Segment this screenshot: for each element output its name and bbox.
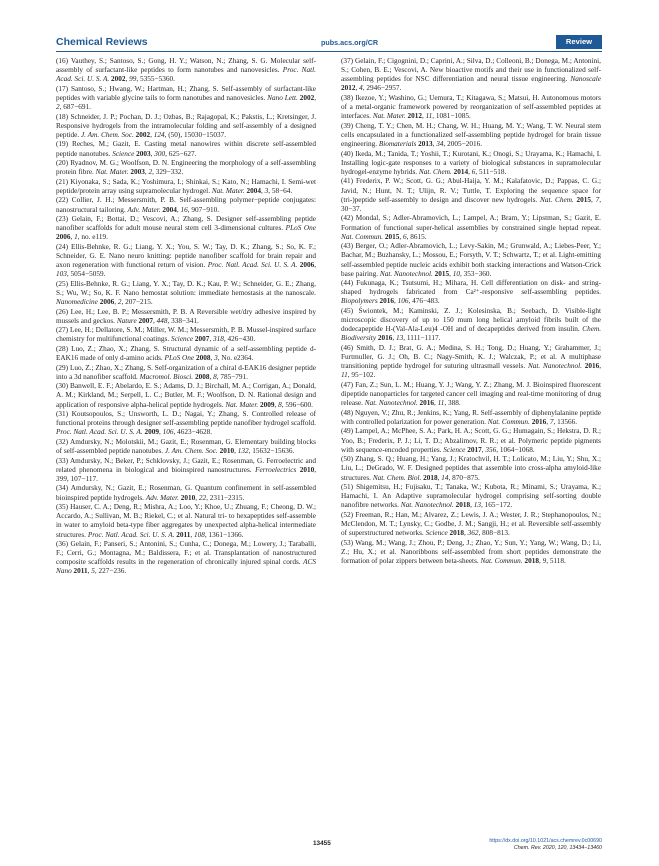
reference-number: (20) bbox=[56, 159, 69, 168]
reference-journal: Nanoscale bbox=[570, 75, 602, 84]
reference-number: (37) bbox=[341, 57, 354, 65]
reference-year: 2018 bbox=[524, 556, 539, 565]
reference-volume: 1 bbox=[74, 233, 78, 242]
reference-pages: 625−627. bbox=[168, 149, 197, 158]
reference-entry: (42) Mondal, S.; Adler-Abramovich, L.; Lampel, A.; Bram, Y.; Lipstman, S.; Gazit, E. Formation of functional super-helical assemblies by constrained single heptad repeat. Nat. Commun. 2015, 6, 8615. bbox=[341, 214, 601, 241]
reference-volume: 2 bbox=[56, 103, 60, 112]
reference-text: Gelain, F.; Cigognini, D.; Caprini, A.; Silva, D.; Colleoni, B.; Donega, M.; Antonini, S.; Cohen, B. E.; Vescovi, A. New bioactive motifs and their use in functionalized self-assembling peptides for NSC differentiation and neural tissue engineering. bbox=[341, 57, 601, 84]
reference-text: Collier, J. H.; Messersmith, P. B. Self-assembling polymer−peptide conjugates: nanostructural tailoring. bbox=[56, 196, 317, 214]
reference-text: Amdursky, N.; Gazit, E.; Rosenman, G. Quantum confinement in self-assembled bioinspired peptide hydrogels. bbox=[56, 484, 316, 502]
reference-journal: Nat. Nanotechnol. bbox=[364, 399, 418, 408]
reference-entry: (46) Smith, D. J.; Brat, G. A.; Medina, S. H.; Tong, D.; Huang, Y.; Grahammer, J.; Furtmuller, G. J.; Oh, B. C.; Nagy-Smith, K. J.; Walczak, P.; et al. A multiphase transitioning peptide hydrogel for suturing ultrasmall vessels. Nat. Nanotechnol. 2016, 11, 95−102. bbox=[341, 343, 602, 380]
reference-volume: 9 bbox=[542, 556, 547, 565]
reference-year: 2008 bbox=[195, 354, 211, 363]
reference-entry: (44) Fukunaga, K.; Tsutsumi, H.; Mihara, H. Cell differentiation on disk- and string-shaped hydrogels fabricated from Ca²⁺-responsive self-assembling peptides. Biopolymers 2016, 106, 476−483. bbox=[341, 279, 602, 306]
reference-journal: Nat. Chem. bbox=[418, 167, 452, 176]
reference-entry: (37) Gelain, F.; Cigognini, D.; Caprini, A.; Silva, D.; Colleoni, B.; Donega, M.; Antonini, S.; Cohen, B. E.; Vescovi, A. New bioactive motifs and their use in functionalized self-assembling peptides for NSC differentiation and neural tissue engineering. Nanoscale 2012, 4, 2946−2957. bbox=[341, 57, 602, 93]
page-number: 13455 bbox=[313, 840, 331, 847]
reference-number: (18) bbox=[56, 112, 69, 121]
reference-pages: 596−600. bbox=[285, 400, 313, 409]
reference-volume: 6 bbox=[471, 167, 476, 176]
reference-pages: No. e2364. bbox=[221, 354, 254, 363]
reference-year: 2002 bbox=[135, 130, 151, 139]
reference-entry: (48) Nguyen, V.; Zhu, R.; Jenkins, K.; Yang, R. Self-assembly of diphenylalanine peptide with controlled polarization for power generation. Nat. Commun. 2016, 7, 13566. bbox=[341, 408, 602, 426]
reference-text: Amdursky, N.; Molotskii, M.; Gazit, E.; Rosenman, G. Elementary building blocks of self-assembled peptide nanotubes. bbox=[56, 437, 316, 456]
reference-entry: (40) Ikeda, M.; Tanida, T.; Yoshii, T.; Kurotani, K.; Onogi, S.; Urayama, K.; Hamachi, I. Installing logic-gate responses to a variety of biological substances in supramolecular hydrogel-enzyme hybrids. Nat. Chem. 2014, 6, 511−518. bbox=[341, 149, 601, 176]
reference-pages: 870−875. bbox=[452, 473, 480, 482]
reference-number: (35) bbox=[56, 503, 69, 512]
reference-year: 2009 bbox=[144, 428, 159, 437]
reference-entry: (17) Santoso, S.; Hwang, W.; Hartman, H.; Zhang, S. Self-assembly of surfactant-like peptides with variable glycine tails to form nanotubes and nanovesicles. Nano Lett. 2002, 2, 687−691. bbox=[56, 84, 316, 112]
reference-pages: 95−102. bbox=[351, 371, 376, 380]
reference-number: (17) bbox=[56, 84, 69, 93]
reference-number: (39) bbox=[341, 121, 354, 130]
reference-number: (22) bbox=[56, 196, 69, 205]
reference-pages: 808−813. bbox=[482, 529, 510, 538]
reference-journal: PLoS One bbox=[164, 354, 195, 363]
reference-pages: 388. bbox=[448, 399, 461, 408]
reference-number: (23) bbox=[56, 215, 69, 224]
reference-entry: (32) Amdursky, N.; Molotskii, M.; Gazit, E.; Rosenman, G. Elementary building blocks of self-assembled peptide nanotubes. J. Am. Chem. Soc. 2010, 132, 15632−15636. bbox=[56, 437, 316, 456]
reference-entry: (21) Kiyonaka, S.; Sada, K.; Yoshimura, I.; Shinkai, S.; Kato, N.; Hamachi, I. Semi-wet peptide/protein array using supramolecular hydrogel. Nat. Mater. 2004, 3, 58−64. bbox=[56, 177, 316, 195]
reference-pages: 907−910. bbox=[191, 205, 220, 214]
reference-journal: Proc. Natl. Acad. Sci. U. S. A. bbox=[87, 530, 175, 539]
reference-journal: Proc. Natl. Acad. Sci. U. S. A. bbox=[56, 428, 143, 437]
reference-year: 2002 bbox=[299, 93, 315, 102]
reference-year: 2009 bbox=[259, 400, 275, 409]
journal-citation: Chem. Rev. 2020, 120, 13434−13460 bbox=[513, 845, 602, 851]
reference-year: 2011 bbox=[73, 567, 88, 576]
reference-entry: (20) Ryadnov, M. G.; Woolfson, D. N. Engineering the morphology of a self-assembling protein fibre. Nat. Mater. 2003, 2, 329−332. bbox=[56, 159, 316, 177]
reference-volume: 14 bbox=[441, 473, 449, 482]
reference-pages: 5355−5360. bbox=[140, 75, 175, 84]
reference-year: 2016 bbox=[584, 362, 600, 371]
reference-year: 2003 bbox=[136, 149, 151, 158]
reference-year: 2012 bbox=[407, 112, 422, 121]
reference-journal: Nano Lett. bbox=[267, 93, 298, 102]
reference-entry: (18) Schneider, J. P.; Pochan, D. J.; Ozbas, B.; Rajagopal, K.; Pakstis, L.; Kretsinger, J. Responsive hydrogels from the intramolecular folding and self-assembly of a designed peptide. J. Am. Chem. Soc. 2002, 124, (50), 15030−15037. bbox=[56, 112, 317, 139]
reference-entry: (30) Banwell, E. F.; Abelardo, E. S.; Adams, D. J.; Birchall, M. A.; Corrigan, A.; Donald, A. M.; Kirkland, M.; Serpell, L. C.; Butler, M. F.; Woolfson, D. N. Rational design and application of responsive alpha-helical peptide hydrogels. Nat. Mater. 2009, 8, 596−600. bbox=[56, 382, 316, 409]
reference-text: Smith, D. J.; Brat, G. A.; Medina, S. H.; Tong, D.; Huang, Y.; Grahammer, J.; Furtmuller, G. J.; Oh, B. C.; Nagy-Smith, K. J.; Walczak, P.; et al. A multiphase transitioning peptide hydrogel for suturing ultrasmall vessels. bbox=[341, 343, 602, 371]
reference-pages: 30−37. bbox=[341, 204, 362, 213]
reference-journal: Nat. Mater. bbox=[211, 186, 245, 195]
reference-volume: 11 bbox=[341, 371, 348, 380]
references-right-column bbox=[341, 57, 601, 857]
reference-number: (34) bbox=[56, 484, 69, 493]
reference-text: Świontek, M.; Kaminski, Z. J.; Kolesinska, B.; Seebach, D. Visible-light microscopic discovery of up to 150 mum long helical amyloid fibrils built of the dodecapeptide H-(Val-Ala-Leu)4 -OH and of decapeptides derived from insulin. bbox=[341, 306, 601, 334]
reference-journal: Biopolymers bbox=[341, 297, 378, 306]
reference-pages: 511−518. bbox=[478, 167, 507, 176]
reference-year: 2010 bbox=[180, 493, 196, 502]
reference-journal: Nanomedicine bbox=[56, 298, 98, 307]
reference-text: Schneider, J. P.; Pochan, D. J.; Ozbas, B.; Rajagopal, K.; Pakstis, L.; Kretsinger, J. Responsive hydrogels from the intramolecular folding and self-assembly of a designed peptide. bbox=[56, 112, 317, 139]
reference-journal: PLoS One bbox=[285, 224, 316, 233]
reference-text: Ikezoe, Y.; Washino, G.; Uemura, T.; Kitagawa, S.; Matsui, H. Autonomous motors of a metal-organic framework powered by reorganization of self-assembled peptides at interfaces. bbox=[341, 93, 601, 121]
reference-volume: 5 bbox=[91, 567, 95, 576]
reference-journal: J. Am. Chem. Soc. bbox=[80, 130, 134, 139]
reference-journal: Adv. Mater. bbox=[127, 205, 161, 214]
reference-entry: (28) Luo, Z.; Zhao, X.; Zhang, S. Structural dynamic of a self-assembling peptide d-EAK16 made of only d-amino acids. PLoS One 2008, 3, No. e2364. bbox=[56, 344, 317, 363]
reference-volume: 8 bbox=[213, 372, 217, 381]
reference-journal: Science bbox=[112, 149, 135, 158]
reference-year: 2016 bbox=[531, 417, 547, 426]
reference-year: 2016 bbox=[379, 297, 394, 306]
reference-journal: Nat. Nanotechnol. bbox=[527, 362, 582, 371]
reference-number: (45) bbox=[341, 306, 354, 315]
reference-number: (46) bbox=[341, 343, 354, 352]
reference-text: Ellis-Behnke, R. G.; Liang, Y. X.; You, S. W.; Tay, D. K.; Zhang, S.; So, K. F.; Schneider, G. E. Nano neuro knitting: peptide nanofiber scaffold for brain repair and axon regeneration with functional return of vision. bbox=[56, 242, 317, 270]
journal-name: Chemical Reviews bbox=[56, 36, 148, 48]
reference-number: (44) bbox=[341, 279, 354, 288]
reference-entry: (53) Wang, M.; Wang, J.; Zhou, P.; Deng, J.; Zhao, Y.; Sun, Y.; Yang, W.; Wang, D.; Li, Z.; Hu, X.; et al. Nanoribbons self-assembled from short peptides demonstrate the formation of polar zippers between beta-sheets. Nat. Commun. 2018, 9, 5118. bbox=[341, 538, 602, 565]
reference-year: 2018 bbox=[449, 529, 465, 538]
reference-year: 2006 bbox=[99, 298, 115, 307]
reference-year: 2018 bbox=[455, 501, 471, 510]
reference-pages: 426−430. bbox=[227, 335, 256, 344]
reference-year: 2003 bbox=[130, 168, 145, 177]
reference-volume: 124 bbox=[153, 130, 165, 139]
reference-year: 2002 bbox=[111, 75, 126, 84]
reference-journal: Chem. Biodiversity bbox=[341, 325, 602, 343]
reference-year: 2015 bbox=[384, 232, 400, 241]
reference-year: 2011 bbox=[176, 530, 191, 539]
reference-number: (36) bbox=[56, 540, 69, 548]
doi-link[interactable]: https://dx.doi.org/10.1021/acs.chemrev.0c00690 bbox=[489, 838, 602, 844]
reference-journal: Science bbox=[443, 445, 466, 454]
reference-text: Koutsopoulos, S.; Unsworth, L. D.; Nagai, Y.; Zhang, S. Controlled release of functional proteins through designer self-assembling peptide nanofiber hydrogel scaffold. bbox=[56, 410, 317, 428]
reference-text: Ellis-Behnke, R. G.; Liang, Y. X.; Tay, D. K.; Kau, P. W.; Schneider, G. E.; Zhang, S.; Wu, W.; So, K. F. Nano hemostat solution: immediate hemostasis at the nanoscale. bbox=[56, 279, 316, 297]
reference-volume: 4 bbox=[359, 84, 363, 93]
reference-pages: 476−483. bbox=[412, 297, 440, 306]
reference-text: Gelain, F.; Bottai, D.; Vescovi, A.; Zhang, S. Designer self-assembling peptide nanofiber scaffolds for adult mouse neural stem cell 3-dimensional cultures. bbox=[56, 215, 316, 233]
reference-pages: 207−215. bbox=[125, 298, 153, 307]
reference-volume: 106 bbox=[397, 297, 409, 306]
reference-text: Nguyen, V.; Zhu, R.; Jenkins, K.; Yang, R. Self-assembly of diphenylalanine peptide with controlled polarization for power generation. bbox=[341, 408, 602, 426]
reference-pages: 329−332. bbox=[155, 168, 184, 177]
reference-number: (50) bbox=[341, 455, 354, 464]
reference-pages: (50), 15030−15037. bbox=[168, 130, 227, 139]
reference-entry: (43) Berger, O.; Adler-Abramovich, L.; Levy-Sakin, M.; Grunwald, A.; Liebes-Peer, Y.; Bachar, M.; Buzhansky, L.; Mossou, E.; Forsyth, V. T.; Schwartz, T.; et al. Light-emitting self-assembled peptide nucleic acids exhibit both stacking interactions and Watson-Crick base pairing. Nat. Nanotechnol. 2015, 10, 353−360. bbox=[341, 242, 602, 278]
reference-entry: (31) Koutsopoulos, S.; Unsworth, L. D.; Nagai, Y.; Zhang, S. Controlled release of functional proteins through designer self-assembling peptide nanofiber hydrogel scaffold. Proc. Natl. Acad. Sci. U. S. A. 2009, 106, 4623−4628. bbox=[56, 410, 317, 437]
reference-text: Zhang, S. Q.; Huang, H.; Yang, J.; Kratochvil, H. T.; Lolicato, M.; Liu, Y.; Shu, X.; Liu, L.; DeGrado, W. F. Designed peptides that assemble into cross-alpha amyloid-like structures. bbox=[341, 455, 601, 482]
reference-volume: 318 bbox=[213, 335, 224, 344]
reference-journal: Nat. Commun. bbox=[487, 417, 530, 426]
reference-entry: (23) Gelain, F.; Bottai, D.; Vescovi, A.; Zhang, S. Designer self-assembling peptide nanofiber scaffolds for adult mouse neural stem cell 3-dimensional cultures. PLoS One 2006, 1, no. e119. bbox=[56, 215, 316, 242]
reference-text: Banwell, E. F.; Abelardo, E. S.; Adams, D. J.; Birchall, M. A.; Corrigan, A.; Donald, A. M.; Kirkland, M.; Serpell, L. C.; Butler, M. F.; Woolfson, D. N. Rational design and application of responsive alpha-helical peptide hydrogels. bbox=[56, 382, 316, 409]
reference-text: Lampel, A.; McPhee, S. A.; Park, H. A.; Scott, G. G.; Humagain, S.; Hekstra, D. R.; Yoo, B.; Frederix, P. J.; Li, T. D.; Abzalimov, R. R.; et al. Polymeric peptide pigments with sequence-encoded properties. bbox=[341, 427, 602, 454]
reference-year: 2016 bbox=[377, 334, 393, 343]
reference-entry: (47) Fan, Z.; Sun, L. M.; Huang, Y. J.; Wang, Y. Z.; Zhang, M. J. Bioinspired fluorescent dipeptide nanoparticles for targeted cancer cell imaging and real-time monitoring of drug release. Nat. Nanotechnol. 2016, 11, 388. bbox=[341, 380, 601, 408]
reference-pages: no. e119. bbox=[81, 233, 108, 242]
reference-text: Luo, Z.; Zhao, X.; Zhang, S. Self-organization of a chiral d-EAK16 designer peptide into a 3d nanofiber scaffold. bbox=[56, 363, 316, 381]
reference-journal: Nat. Nanotechnol. bbox=[400, 501, 454, 510]
reference-entry: (41) Frederix, P. W.; Scott, G. G.; Abul-Haija, Y. M.; Kalafatovic, D.; Pappas, C. G.; Javid, N.; Hunt, N. T.; Ulijn, R. V.; Tuttle, T. Exploring the sequence space for (tri-)peptide self-assembly to design and discover new hydrogels. Nat. Chem. 2015, 7, 30−37. bbox=[341, 177, 601, 213]
reference-volume: 448 bbox=[156, 316, 168, 325]
reference-number: (31) bbox=[56, 410, 69, 419]
reference-year: 2010 bbox=[219, 447, 235, 456]
reference-pages: 1081−1085. bbox=[435, 112, 471, 121]
reference-pages: 687−691. bbox=[63, 103, 91, 112]
reference-number: (51) bbox=[341, 483, 354, 491]
reference-text: Amdursky, N.; Beker, P.; Schklovsky, J.; Gazit, E.; Rosenman, G. Ferroelectric and related phenomena in biological and bioinspired nanostructures. bbox=[56, 456, 316, 474]
reference-journal: Nat. Mater. bbox=[372, 112, 406, 121]
reference-text: Vauthey, S.; Santoso, S.; Gong, H. Y.; Watson, N.; Zhang, S. G. Molecular self-assembly of surfactant-like peptides to form nanotubes and nanovesicles. bbox=[56, 57, 316, 75]
header-divider bbox=[56, 51, 602, 52]
reference-pages: 4623−4628. bbox=[177, 428, 213, 437]
references-left-column bbox=[56, 57, 316, 857]
reference-volume: 108 bbox=[194, 530, 205, 539]
reference-text: Ikeda, M.; Tanida, T.; Yoshii, T.; Kurotani, K.; Onogi, S.; Urayama, K.; Hamachi, I. Installing logic-gate responses to a variety of biological substances in supramolecular hydrogel-enzyme hybrids. bbox=[341, 149, 601, 176]
reference-number: (53) bbox=[341, 538, 354, 547]
journal-url-link[interactable]: pubs.acs.org/CR bbox=[321, 38, 379, 47]
reference-volume: 99 bbox=[129, 75, 137, 84]
reference-text: Fukunaga, K.; Tsutsumi, H.; Mihara, H. Cell differentiation on disk- and string-shaped hydrogels fabricated from Ca²⁺-responsive self-assembling peptides. bbox=[341, 279, 602, 297]
reference-volume: 22 bbox=[198, 493, 207, 502]
reference-journal: Biomaterials bbox=[378, 140, 417, 149]
reference-journal: Nat. Mater. bbox=[95, 168, 129, 177]
reference-text: Gelain, F.; Panseri, S.; Antonini, S.; Cunha, C.; Donega, M.; Lowery, J.; Taraballi, F.; Cerri, G.; Montagna, M.; Baldissera, F.; et al. Transplantation of nanostructured composite scaffolds results in the regeneration of chronically injured spinal cords. bbox=[56, 540, 317, 567]
reference-volume: 16 bbox=[180, 205, 188, 214]
reference-text: Fan, Z.; Sun, L. M.; Huang, Y. J.; Wang, Y. Z.; Zhang, M. J. Bioinspired fluorescent dipeptide nanoparticles for targeted cancer cell imaging and real-time monitoring of drug release. bbox=[341, 380, 601, 408]
reference-text: Berger, O.; Adler-Abramovich, L.; Levy-Sakin, M.; Grunwald, A.; Liebes-Peer, Y.; Bachar, M.; Buzhansky, L.; Mossou, E.; Forsyth, V. T.; Schwartz, T.; et al. Light-emitting self-assembled peptide nucleic acids exhibit both stacking interactions and Watson-Crick base pairing. bbox=[341, 242, 602, 278]
reference-entry: (25) Ellis-Behnke, R. G.; Liang, Y. X.; Tay, D. K.; Kau, P. W.; Schneider, G. E.; Zhang, S.; Wu, W.; So, K. F. Nano hemostat solution: immediate hemostasis at the nanoscale. Nanomedicine 2006, 2, 207−215. bbox=[56, 279, 316, 307]
reference-year: 2016 bbox=[419, 399, 435, 408]
reference-entry: (36) Gelain, F.; Panseri, S.; Antonini, S.; Cunha, C.; Donega, M.; Lowery, J.; Taraballi, F.; Cerri, G.; Montagna, M.; Baldissera, F.; et al. Transplantation of nanostructured composite scaffolds results in the regeneration of chronically injured spinal cords. ACS Nano 2011, 5, 227−236. bbox=[56, 540, 317, 576]
reference-year: 2018 bbox=[423, 473, 438, 482]
reference-text: Cheng, T. Y.; Chen, M. H.; Chang, W. H.; Huang, M. Y.; Wang, T. W. Neural stem cells encapsulated in a functionalized self-assembling peptide hydrogel for brain tissue engineering. bbox=[341, 121, 602, 149]
reference-pages: 1064−1068. bbox=[499, 445, 535, 454]
reference-volume: 34 bbox=[436, 140, 444, 149]
reference-text: Hauser, C. A.; Deng, R.; Mishra, A.; Loo, Y.; Khoe, U.; Zhuang, F.; Cheong, D. W.; Accardo, A.; Sullivan, M. B.; Riekel, C.; et al. Natural tri- to hexapeptides self-assemble in water to amyloid beta-type fiber aggregates by unexpected alpha-helical intermediate structures. bbox=[56, 503, 317, 539]
reference-entry: (24) Ellis-Behnke, R. G.; Liang, Y. X.; You, S. W.; Tay, D. K.; Zhang, S.; So, K. F.; Schneider, G. E. Nano neuro knitting: peptide nanofiber scaffold for brain repair and axon regeneration with functional return of vision. Proc. Natl. Acad. Sci. U. S. A. 2006, 103, 5054−5059. bbox=[56, 242, 317, 279]
reference-text: Frederix, P. W.; Scott, G. G.; Abul-Haija, Y. M.; Kalafatovic, D.; Pappas, C. G.; Javid, N.; Hunt, N. T.; Ulijn, R. V.; Tuttle, T. Exploring the sequence space for (tri-)peptide self-assembly to design and discover new hydrogels. bbox=[341, 177, 601, 204]
reference-volume: 13 bbox=[473, 501, 481, 510]
reference-entry: (19) Reches, M.; Gazit, E. Casting metal nanowires within discrete self-assembled peptide nanotubes. Science 2003, 300, 625−627. bbox=[56, 140, 317, 158]
reference-entry: (22) Collier, J. H.; Messersmith, P. B. Self-assembling polymer−peptide conjugates: nanostructural tailoring. Adv. Mater. 2004, 16, 907−910. bbox=[56, 196, 317, 214]
reference-journal: Macromol. Biosci. bbox=[139, 372, 194, 381]
reference-entry: (34) Amdursky, N.; Gazit, E.; Rosenman, G. Quantum confinement in self-assembled bioinspired peptide hydrogels. Adv. Mater. 2010, 22, 2311−2315. bbox=[56, 484, 316, 502]
reference-text: Reches, M.; Gazit, E. Casting metal nanowires within discrete self-assembled peptide nanotubes. bbox=[56, 140, 317, 158]
reference-text: Lee, H.; Dellatore, S. M.; Miller, W. M.; Messersmith, P. B. Mussel-inspired surface chemistry for multifunctional coatings. bbox=[56, 326, 317, 344]
reference-number: (26) bbox=[56, 307, 69, 316]
reference-volume: 2 bbox=[117, 298, 122, 307]
reference-pages: 2946−2957. bbox=[366, 84, 402, 93]
reference-pages: 5118. bbox=[549, 556, 566, 565]
reference-year: 2017 bbox=[467, 445, 482, 454]
reference-volume: 3 bbox=[214, 354, 218, 363]
reference-number: (38) bbox=[341, 93, 354, 102]
reference-text: Luo, Z.; Zhao, X.; Zhang, S. Structural dynamic of a self-assembling peptide d-EAK16 made of only d-amino acids. bbox=[56, 344, 317, 363]
reference-year: 2015 bbox=[434, 269, 450, 278]
reference-entry: (39) Cheng, T. Y.; Chen, M. H.; Chang, W. H.; Huang, M. Y.; Wang, T. W. Neural stem cells encapsulated in a functionalized self-assembling peptide hydrogel for brain tissue engineering. Biomaterials 2013, 34, 2005−2016. bbox=[341, 121, 602, 149]
reference-entry: (33) Amdursky, N.; Beker, P.; Schklovsky, J.; Gazit, E.; Rosenman, G. Ferroelectric and related phenomena in biological and bioinspired nanostructures. Ferroelectrics 2010, 399, 107−117. bbox=[56, 456, 317, 483]
reference-journal: Nat. Nanotechnol. bbox=[379, 269, 433, 278]
reference-volume: 11 bbox=[425, 112, 433, 121]
reference-volume: 132 bbox=[237, 447, 249, 456]
reference-year: 2012 bbox=[341, 84, 356, 93]
reference-entry: (29) Luo, Z.; Zhao, X.; Zhang, S. Self-organization of a chiral d-EAK16 designer peptide into a 3d nanofiber scaffold. Macromol. Biosci. 2008, 8, 785−791. bbox=[56, 363, 316, 381]
reference-pages: 227−236. bbox=[98, 567, 127, 576]
reference-pages: 2311−2315. bbox=[209, 493, 245, 502]
reference-number: (19) bbox=[56, 140, 69, 149]
reference-journal: Nature bbox=[116, 316, 137, 325]
reference-journal: ACS Nano bbox=[56, 558, 317, 576]
reference-number: (27) bbox=[56, 326, 69, 335]
reference-year: 2007 bbox=[194, 335, 210, 344]
reference-journal: Nat. Chem. bbox=[539, 195, 574, 204]
reference-pages: 785−791. bbox=[220, 372, 248, 381]
reference-number: (32) bbox=[56, 437, 69, 446]
reference-journal: Science bbox=[425, 529, 448, 538]
reference-journal: Nat. Mater. bbox=[225, 400, 259, 409]
reference-volume: 7 bbox=[549, 417, 554, 426]
reference-number: (25) bbox=[56, 279, 69, 288]
reference-pages: 13566. bbox=[557, 417, 577, 426]
reference-year: 2013 bbox=[418, 140, 433, 149]
reference-number: (43) bbox=[341, 242, 354, 251]
reference-volume: 103 bbox=[56, 270, 67, 279]
reference-number: (24) bbox=[56, 242, 69, 251]
reference-number: (42) bbox=[341, 214, 354, 223]
reference-year: 2014 bbox=[453, 167, 469, 176]
reference-volume: 8 bbox=[278, 400, 282, 409]
reference-number: (21) bbox=[56, 177, 69, 186]
reference-volume: 10 bbox=[452, 269, 461, 278]
reference-number: (47) bbox=[341, 380, 354, 389]
reference-year: 2004 bbox=[246, 186, 261, 195]
reference-volume: 11 bbox=[437, 399, 445, 408]
reference-text: Mondal, S.; Adler-Abramovich, L.; Lampel, A.; Bram, Y.; Lipstman, S.; Gazit, E. Formation of functional super-helical assemblies by constrained single heptad repeat. bbox=[341, 214, 601, 232]
reference-journal: Science bbox=[170, 335, 194, 344]
reference-text: Ryadnov, M. G.; Woolfson, D. N. Engineering the morphology of a self-assembling protein fibre. bbox=[56, 159, 316, 177]
reference-pages: 338−341. bbox=[171, 316, 199, 325]
page-header bbox=[0, 0, 659, 52]
reference-entry: (38) Ikezoe, Y.; Washino, G.; Uemura, T.; Kitagawa, S.; Matsui, H. Autonomous motors of a metal-organic framework powered by reorganization of self-assembled peptides at interfaces. Nat. Mater. 2012, 11, 1081−1085. bbox=[341, 93, 601, 121]
reference-pages: 15632−15636. bbox=[252, 447, 295, 456]
reference-year: 2006 bbox=[56, 233, 71, 242]
reference-entry: (50) Zhang, S. Q.; Huang, H.; Yang, J.; Kratochvil, H. T.; Lolicato, M.; Liu, Y.; Shu, X.; Liu, L.; DeGrado, W. F. Designed peptides that assemble into cross-alpha amyloid-like structures. Nat. Chem. Biol. 2018, 14, 870−875. bbox=[341, 455, 601, 482]
reference-number: (28) bbox=[56, 344, 69, 353]
reference-pages: 107−117. bbox=[70, 474, 98, 483]
reference-volume: 3 bbox=[264, 186, 269, 195]
reference-journal: Nat. Commun. bbox=[480, 556, 523, 565]
reference-volume: 6 bbox=[403, 232, 407, 241]
reference-year: 2010 bbox=[299, 465, 315, 474]
reference-pages: 1111−1117. bbox=[406, 334, 441, 343]
reference-text: Wang, M.; Wang, J.; Zhou, P.; Deng, J.; Zhao, Y.; Sun, Y.; Yang, W.; Wang, D.; Li, Z.; Hu, X.; et al. Nanoribbons self-assembled from short peptides demonstrate the formation of polar zippers between beta-sheets. bbox=[341, 538, 602, 565]
reference-entry: (51) Shigemitsu, H.; Fujisaku, T.; Tanaka, W.; Kubota, R.; Minami, S.; Urayama, K.; Hamachi, I. An Adaptive supramolecular hydrogel comprising self-sorting double nanofibre networks. Nat. Nanotechnol. 2018, 13, 165−172. bbox=[341, 483, 601, 510]
reference-entry: (35) Hauser, C. A.; Deng, R.; Mishra, A.; Loo, Y.; Khoe, U.; Zhuang, F.; Cheong, D. W.; Accardo, A.; Sullivan, M. B.; Riekel, C.; et al. Natural tri- to hexapeptides self-assemble in water to amyloid beta-type fiber aggregates by unexpected alpha-helical intermediate structures. Proc. Natl. Acad. Sci. U. S. A. 2011, 108, 1361−1366. bbox=[56, 503, 317, 539]
reference-number: (29) bbox=[56, 363, 69, 372]
reference-year: 2008 bbox=[194, 372, 210, 381]
reference-number: (52) bbox=[341, 510, 354, 519]
reference-journal: Proc. Natl. Acad. Sci. U. S. A. bbox=[207, 261, 298, 270]
reference-pages: 165−172. bbox=[484, 501, 513, 510]
reference-pages: 2005−2016. bbox=[447, 140, 483, 149]
reference-pages: 5054−5059. bbox=[70, 270, 106, 279]
reference-year: 2015 bbox=[576, 195, 591, 204]
reference-entry: (49) Lampel, A.; McPhee, S. A.; Park, H. A.; Scott, G. G.; Humagain, S.; Hekstra, D. R.; Yoo, B.; Frederix, P. J.; Li, T. D.; Abzalimov, R. R.; et al. Polymeric peptide pigments with sequence-encoded properties. Science 2017, 356, 1064−1068. bbox=[341, 427, 602, 454]
reference-journal: Nat. Commun. bbox=[341, 232, 384, 241]
reference-volume: 13 bbox=[395, 334, 404, 343]
reference-journal: Nat. Chem. Biol. bbox=[372, 473, 422, 482]
reference-number: (49) bbox=[341, 427, 354, 436]
reference-text: Kiyonaka, S.; Sada, K.; Yoshimura, I.; Shinkai, S.; Kato, N.; Hamachi, I. Semi-wet peptide/protein array using supramolecular hydrogel. bbox=[56, 177, 316, 195]
reference-entry: (52) Freeman, R.; Han, M.; Alvarez, Z.; Lewis, J. A.; Wester, J. R.; Stephanopoulos, N.; McClendon, M. T.; Lynsky, C.; Godbe, J. M.; Sangji, H.; et al. Reversible self-assembly of superstructured networks. Science 2018, 362, 808−813. bbox=[341, 510, 601, 538]
reference-entry: (27) Lee, H.; Dellatore, S. M.; Miller, W. M.; Messersmith, P. B. Mussel-inspired surface chemistry for multifunctional coatings. Science 2007, 318, 426−430. bbox=[56, 326, 317, 344]
reference-volume: 356 bbox=[485, 445, 497, 454]
reference-text: Shigemitsu, H.; Fujisaku, T.; Tanaka, W.; Kubota, R.; Minami, S.; Urayama, K.; Hamachi, I. An Adaptive supramolecular hydrogel comprising self-sorting double nanofibre networks. bbox=[341, 483, 601, 510]
reference-text: Freeman, R.; Han, M.; Alvarez, Z.; Lewis, J. A.; Wester, J. R.; Stephanopoulos, N.; McClendon, M. T.; Lynsky, C.; Godbe, J. M.; Sangji, H.; et al. Reversible self-assembly of superstructured networks. bbox=[341, 510, 601, 538]
reference-pages: 58−64. bbox=[271, 186, 293, 195]
reference-year: 2004 bbox=[162, 205, 177, 214]
footer-citation-block bbox=[489, 838, 602, 852]
reference-year: 2006 bbox=[299, 261, 315, 270]
reference-volume: 7 bbox=[595, 195, 600, 204]
reference-volume: 300 bbox=[154, 149, 166, 158]
article-type-badge: Review bbox=[556, 35, 602, 49]
reference-journal: Proc. Natl. Acad. Sci. U. S. A. bbox=[56, 66, 316, 84]
reference-entry: (16) Vauthey, S.; Santoso, S.; Gong, H. Y.; Watson, N.; Zhang, S. G. Molecular self-assembly of surfactant-like peptides to form nanotubes and nanovesicles. Proc. Natl. Acad. Sci. U. S. A. 2002, 99, 5355−5360. bbox=[56, 57, 316, 84]
reference-text: Lee, H.; Lee, B. P.; Messersmith, P. B. A Reversible wet/dry adhesive inspired by mussels and geckos. bbox=[56, 307, 317, 325]
reference-volume: 362 bbox=[467, 529, 479, 538]
reference-number: (30) bbox=[56, 382, 69, 391]
reference-journal: J. Am. Chem. Soc. bbox=[164, 447, 218, 456]
reference-number: (41) bbox=[341, 177, 354, 186]
reference-journal: Ferroelectrics bbox=[255, 465, 297, 474]
reference-volume: 2 bbox=[148, 168, 153, 177]
reference-pages: 1361−1366. bbox=[208, 530, 244, 539]
reference-year: 2007 bbox=[138, 316, 153, 325]
reference-text: Santoso, S.; Hwang, W.; Hartman, H.; Zhang, S. Self-assembly of surfactant-like peptides with variable glycine tails to form nanotubes and nanovesicles. bbox=[56, 84, 316, 102]
reference-pages: 8615. bbox=[410, 232, 427, 241]
reference-volume: 106 bbox=[162, 428, 174, 437]
reference-journal: Adv. Mater. bbox=[145, 493, 179, 502]
reference-number: (40) bbox=[341, 149, 354, 158]
reference-entry: (26) Lee, H.; Lee, B. P.; Messersmith, P. B. A Reversible wet/dry adhesive inspired by mussels and geckos. Nature 2007, 448, 338−341. bbox=[56, 307, 317, 325]
reference-number: (33) bbox=[56, 456, 69, 465]
reference-number: (16) bbox=[56, 57, 69, 65]
reference-number: (48) bbox=[341, 408, 354, 417]
reference-volume: 399 bbox=[56, 474, 67, 483]
reference-pages: 353−360. bbox=[463, 269, 492, 278]
reference-entry: (45) Świontek, M.; Kaminski, Z. J.; Kolesinska, B.; Seebach, D. Visible-light microscopic discovery of up to 150 mum long helical amyloid fibrils built of the dodecapeptide H-(Val-Ala-Leu)4 -OH and of decapeptides derived from insulin. Chem. Biodiversity 2016, 13, 1111−1117. bbox=[341, 306, 602, 343]
